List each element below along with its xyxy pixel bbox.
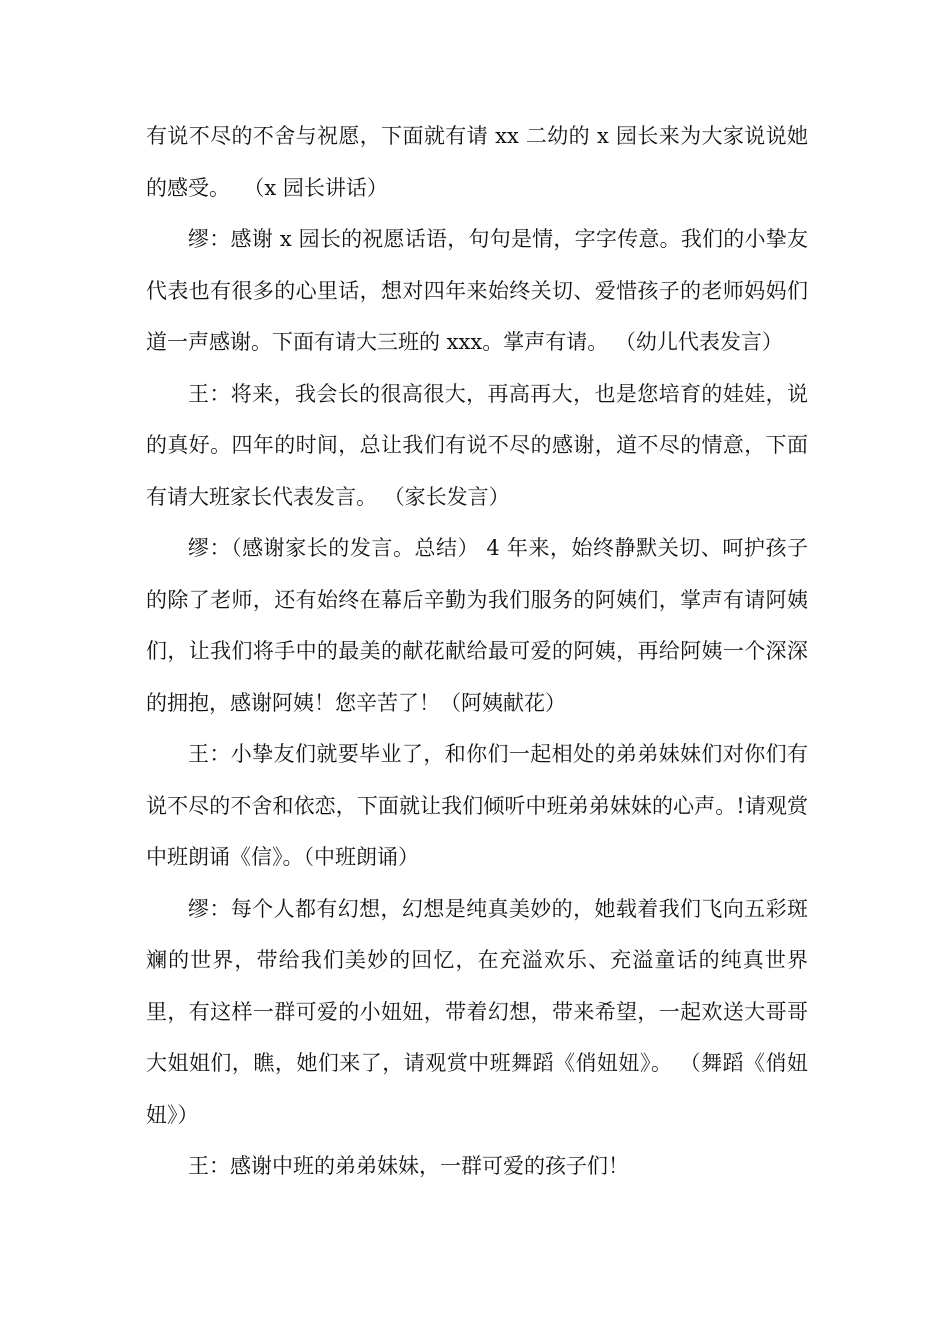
- paragraph-2: 缪：感谢 x 园长的祝愿话语，句句是情，字字传意。我们的小挚友代表也有很多的心里话，想对四年来始终关切、爱惜孩子的老师妈妈们道一声感谢。下面有请大三班的 xxx。掌声有请。 （幼儿代表发言）: [146, 227, 808, 354]
- paragraph-5: 王：小挚友们就要毕业了，和你们一起相处的弟弟妹妹们对你们有说不尽的不舍和依恋，下面就让我们倾听中班弟弟妹妹的心声。!请观赏中班朗诵《信》。（中班朗诵）: [146, 742, 808, 869]
- paragraph-3: 王：将来，我会长的很高很大，再高再大，也是您培育的娃娃，说的真好。四年的时间，总让我们有说不尽的感谢，道不尽的情意，下面有请大班家长代表发言。 （家长发言）: [146, 381, 808, 509]
- paragraph-1: 有说不尽的不舍与祝愿，下面就有请 xx 二幼的 x 园长来为大家说说她的感受。 （x 园长讲话）: [146, 124, 808, 200]
- document-body: [146, 111, 808, 1193]
- paragraph-4: 缪：（感谢家长的发言。总结） 4 年来，始终静默关切、呵护孩子的除了老师，还有始终在幕后辛勤为我们服务的阿姨们，掌声有请阿姨们，让我们将手中的最美的献花献给最可爱的阿姨，再给阿姨一个深深的拥抱，感谢阿姨！您辛苦了！（阿姨献花）: [146, 536, 808, 715]
- paragraph-6: 缪：每个人都有幻想，幻想是纯真美妙的，她载着我们飞向五彩斑斓的世界，带给我们美妙的回忆，在充溢欢乐、充溢童话的纯真世界里，有这样一群可爱的小妞妞，带着幻想，带来希望，一起欢送大哥哥大姐姐们，瞧，她们来了，请观赏中班舞蹈《俏妞妞》。 （舞蹈《俏妞妞》）: [146, 896, 808, 1127]
- paragraph-7: 王：感谢中班的弟弟妹妹，一群可爱的孩子们！: [188, 1154, 629, 1178]
